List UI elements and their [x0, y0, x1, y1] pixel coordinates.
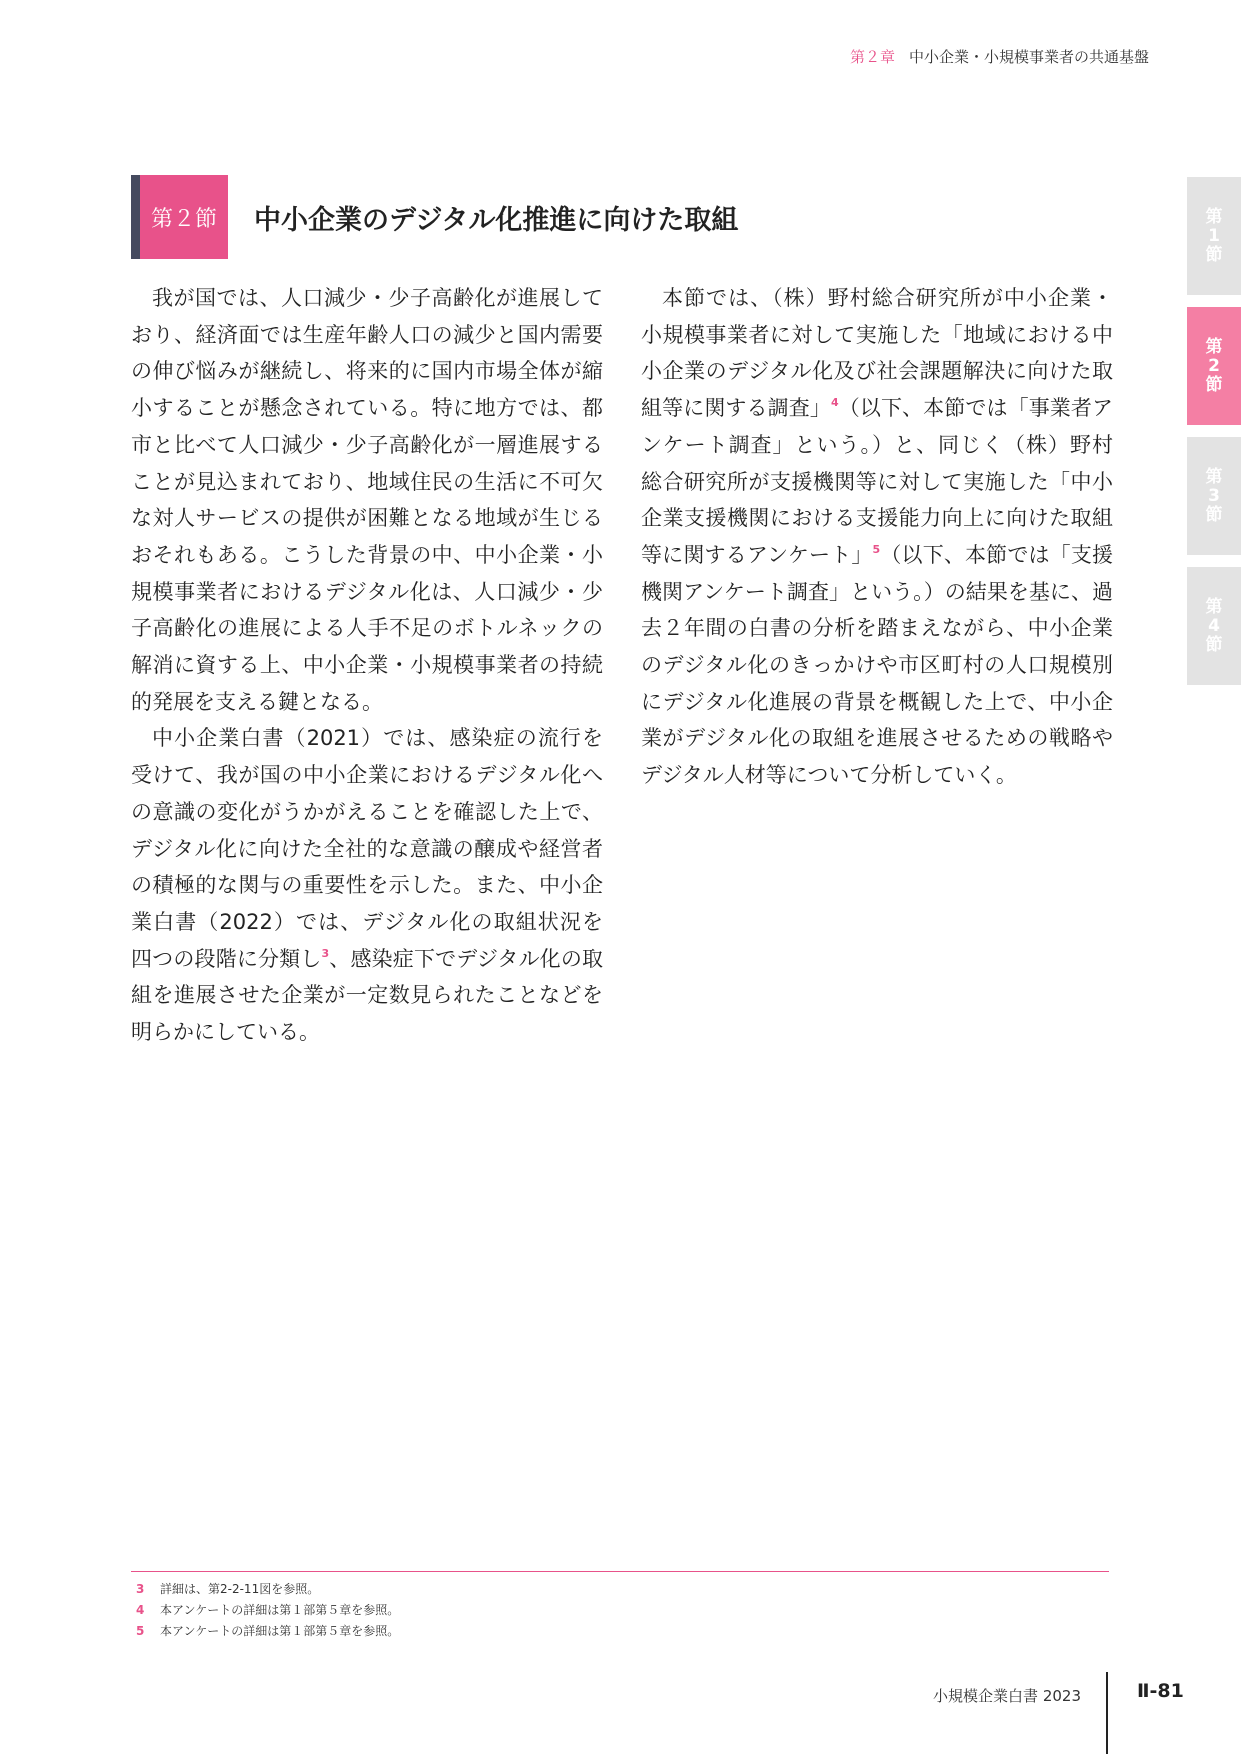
tab-label-line2: 1 [1208, 225, 1220, 246]
footnote-number: 5 [136, 1624, 145, 1638]
body-column-left [131, 280, 603, 1051]
tab-label-line3: 節 [1205, 244, 1223, 265]
tab-label-line1: 第 [1205, 336, 1223, 357]
section-title: 中小企業のデジタル化推進に向けた取組 [254, 204, 739, 236]
tab-label-line3: 節 [1205, 504, 1223, 525]
tab-label-line2: 3 [1208, 485, 1220, 506]
footnote-ref-3[interactable]: 3 [321, 946, 330, 960]
chapter-title: 中小企業・小規模事業者の共通基盤 [908, 48, 1149, 66]
paragraph-1: 我が国では、人口減少・少子高齢化が進展しており、経済面では生産年齢人口の減少と国内需要の伸び悩みが継続し、将来的に国内市場全体が縮小することが懸念されている。特に地方では、都市と比べて人口減少・少子高齢化が一層進展することが見込まれており、地域住民の生活に不可欠な対人サービスの提供が困難となる地域が生じるおそれもある。こうした背景の中、中小企業・小規模事業者におけるデジタル化は、人口減少・少子高齢化の進展による人手不足のボトルネックの解消に資する上、中小企業・小規模事業者の持続的発展を支える鍵となる。 [131, 286, 603, 714]
footer-divider [1106, 1672, 1108, 1754]
footnote-item [136, 1600, 399, 1621]
tab-section-3[interactable] [1187, 437, 1241, 555]
section-badge: 第２節 [140, 175, 228, 259]
body-column-right [641, 280, 1113, 794]
tab-section-4[interactable] [1187, 567, 1241, 685]
tab-label-line1: 第 [1205, 596, 1223, 617]
paragraph-2 [131, 720, 603, 1050]
heading-accent-bar [131, 175, 140, 259]
footnote-item [136, 1579, 399, 1600]
tab-label-line2: 4 [1208, 615, 1220, 636]
paragraph-2-text: 中小企業白書（2021）では、感染症の流行を受けて、我が国の中小企業におけるデジタル化への意識の変化がうかがえることを確認した上で、デジタル化に向けた全社的な意識の醸成や経営者の積極的な関与の重要性を示した。また、中小企業白書（2022）では、デジタル化の取組状況を四つの段階に分類し [131, 726, 603, 971]
footnote-text: 本アンケートの詳細は第１部第５章を参照。 [160, 1624, 400, 1638]
tab-section-2[interactable] [1187, 307, 1241, 425]
footnote-item [136, 1621, 399, 1642]
footnote-divider [131, 1571, 1109, 1572]
publication-name: 小規模企業白書 2023 [933, 1687, 1081, 1705]
section-tabs [1187, 177, 1241, 697]
running-header [850, 46, 1149, 67]
paragraph-3 [641, 280, 1113, 794]
tab-label-line1: 第 [1205, 206, 1223, 227]
paragraph-2-rest: 、感染症下でデジタル化の取組を進展させた企業が一定数見られたことなどを明らかにしている。 [131, 946, 604, 1045]
footnote-ref-4[interactable]: 4 [830, 396, 839, 410]
chapter-number: 第２章 [849, 48, 895, 66]
paragraph-3-text-a: 本節では、（株）野村総合研究所が中小企業・小規模事業者に対して実施した「地域における中小企業のデジタル化及び社会課題解決に向けた取組等に関する調査」 [641, 286, 1113, 421]
tab-section-1[interactable] [1187, 177, 1241, 295]
paragraph-3-text-c: （以下、本節では「支援機関アンケート調査」という。）の結果を基に、過去２年間の白書の分析を踏まえながら、中小企業のデジタル化のきっかけや市区町村の人口規模別にデジタル化進展の背景を概観した上で、中小企業がデジタル化の取組を進展させるための戦略やデジタル人材等について分析していく。 [641, 542, 1113, 788]
paragraph-3-text-b: （以下、本節では「事業者アンケート調査」という。）と、同じく（株）野村総合研究所が支援機関等に対して実施した「中小企業支援機関における支援能力向上に向けた取組等に関するアンケート」 [641, 396, 1114, 567]
page-number: Ⅱ-81 [1137, 1680, 1184, 1702]
tab-label-line3: 節 [1205, 634, 1223, 655]
footnote-text: 詳細は、第2-2-11図を参照。 [160, 1582, 320, 1596]
footnote-ref-5[interactable]: 5 [872, 542, 881, 556]
footnote-number: 3 [136, 1582, 145, 1596]
footnote-text: 本アンケートの詳細は第１部第５章を参照。 [160, 1603, 400, 1617]
footnote-number: 4 [136, 1603, 145, 1617]
section-heading [131, 175, 738, 259]
tab-label-line2: 2 [1208, 355, 1220, 376]
tab-label-line1: 第 [1205, 466, 1223, 487]
tab-label-line3: 節 [1205, 374, 1223, 395]
footnotes [136, 1579, 399, 1642]
